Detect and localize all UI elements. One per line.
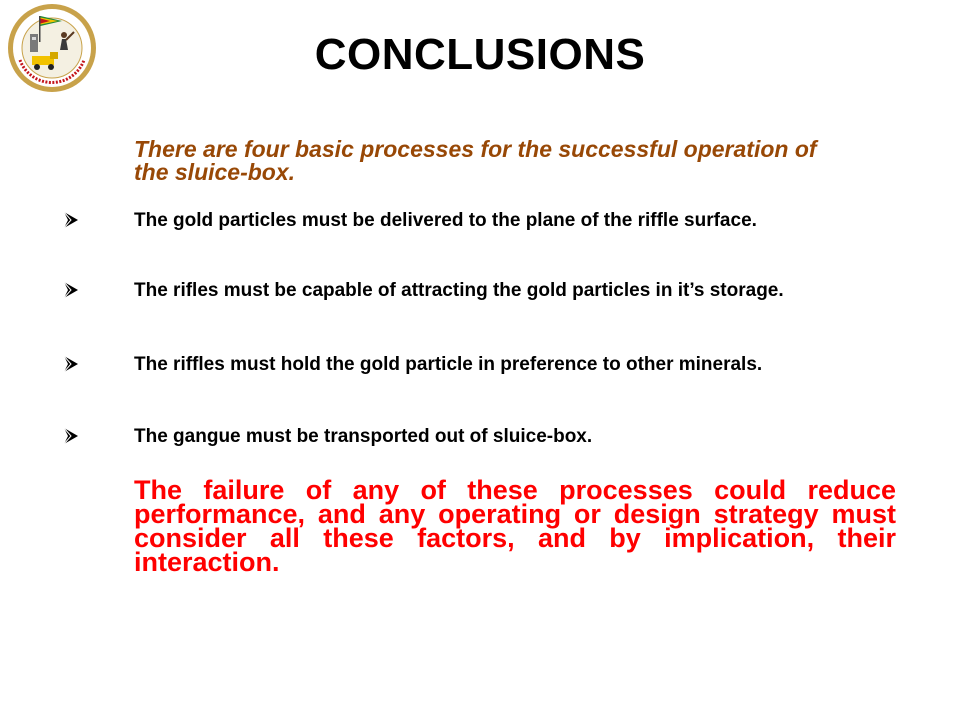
conclusion-text: The failure of any of these processes could reduce performance, and any operating or design strategy must consider all these factors, and by implication, their interaction. <box>134 475 896 577</box>
intro-text: There are four basic processes for the successful operation of the sluice-box. <box>134 136 817 185</box>
arrow-bullet-icon <box>62 426 80 446</box>
arrow-bullet-icon <box>62 280 80 300</box>
bullet-text: The gangue must be transported out of sluice-box. <box>134 426 593 447</box>
slide-title: CONCLUSIONS <box>314 30 646 79</box>
arrow-bullet-icon <box>62 354 80 374</box>
bullet-text: The rifles must be capable of attracting the gold particles in it’s storage. <box>134 280 784 301</box>
bullet-text: The riffles must hold the gold particle in preference to other minerals. <box>134 354 763 375</box>
arrow-bullet-icon <box>62 210 80 230</box>
bullet-text: The gold particles must be delivered to the plane of the riffle surface. <box>134 210 757 231</box>
